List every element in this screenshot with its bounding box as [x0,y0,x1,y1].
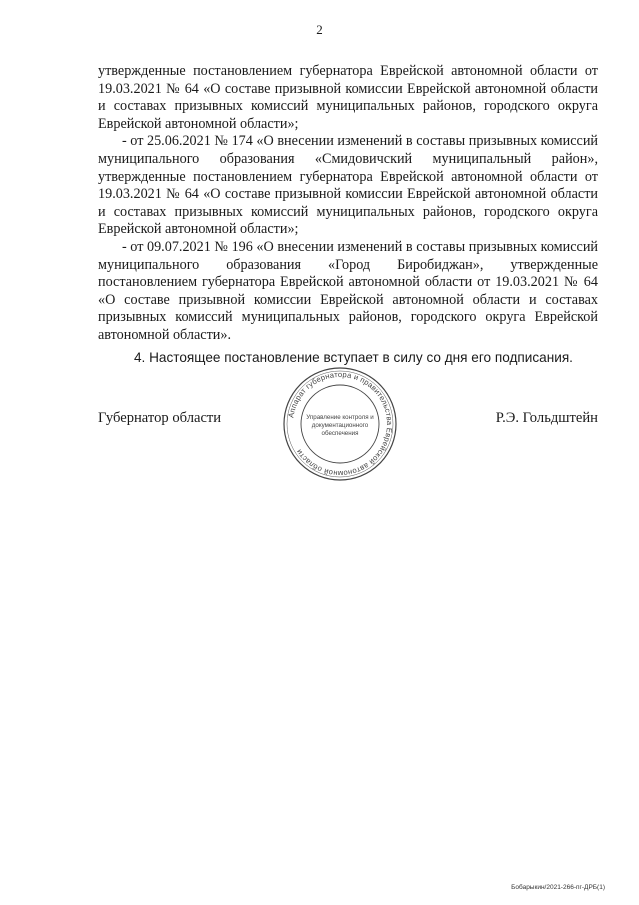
document-reference: Бобарыкин/2021-266-пг-ДРБ(1) [511,884,605,891]
seal-inner-line-2: документационного [311,422,369,429]
document-body [98,63,598,366]
signatory-name: Р.Э. Гольдштейн [495,410,598,426]
page-number: 2 [316,22,323,37]
seal-inner-line-1: Управление контроля и [306,414,374,421]
paragraph-amendment-174: - от 25.06.2021 № 174 «О внесении изменений в составы призывных комиссий муниципального образования «Смидовичский муниципальный район», утвержденные постановлением губернатора Еврейской автономной области от 19.03.2021 № 64 «О составе призывной комиссии Еврейской автономной области и составах призывных комиссий муниципальных районов, городского округа Еврейской автономной области»; [98,133,598,238]
paragraph-effective-date: 4. Настоящее постановление вступает в силу со дня его подписания. [134,349,573,365]
signature-block [98,410,598,434]
seal-outer-text: Аппарат губернатора и правительства Еврейской автономной области [286,369,395,479]
paragraph-continuation: утвержденные постановлением губернатора Еврейской автономной области от 19.03.2021 № 64 «О составе призывной комиссии Еврейской автономной области и составах призывных комиссий муниципальных районов, городского округа Еврейской автономной области»; [98,63,598,132]
seal-inner-line-3: обеспечения [321,430,359,437]
signatory-position: Губернатор области [98,410,222,426]
paragraph-amendment-196: - от 09.07.2021 № 196 «О внесении изменений в составы призывных комиссий муниципального образования «Город Биробиджан», утвержденные постановлением губернатора Еврейской автономной области от 19.03.2021 № 64 «О составе призывной комиссии Еврейской автономной области и составах призывных комиссий муниципальных районов, городского округа Еврейской автономной области». [98,238,598,343]
